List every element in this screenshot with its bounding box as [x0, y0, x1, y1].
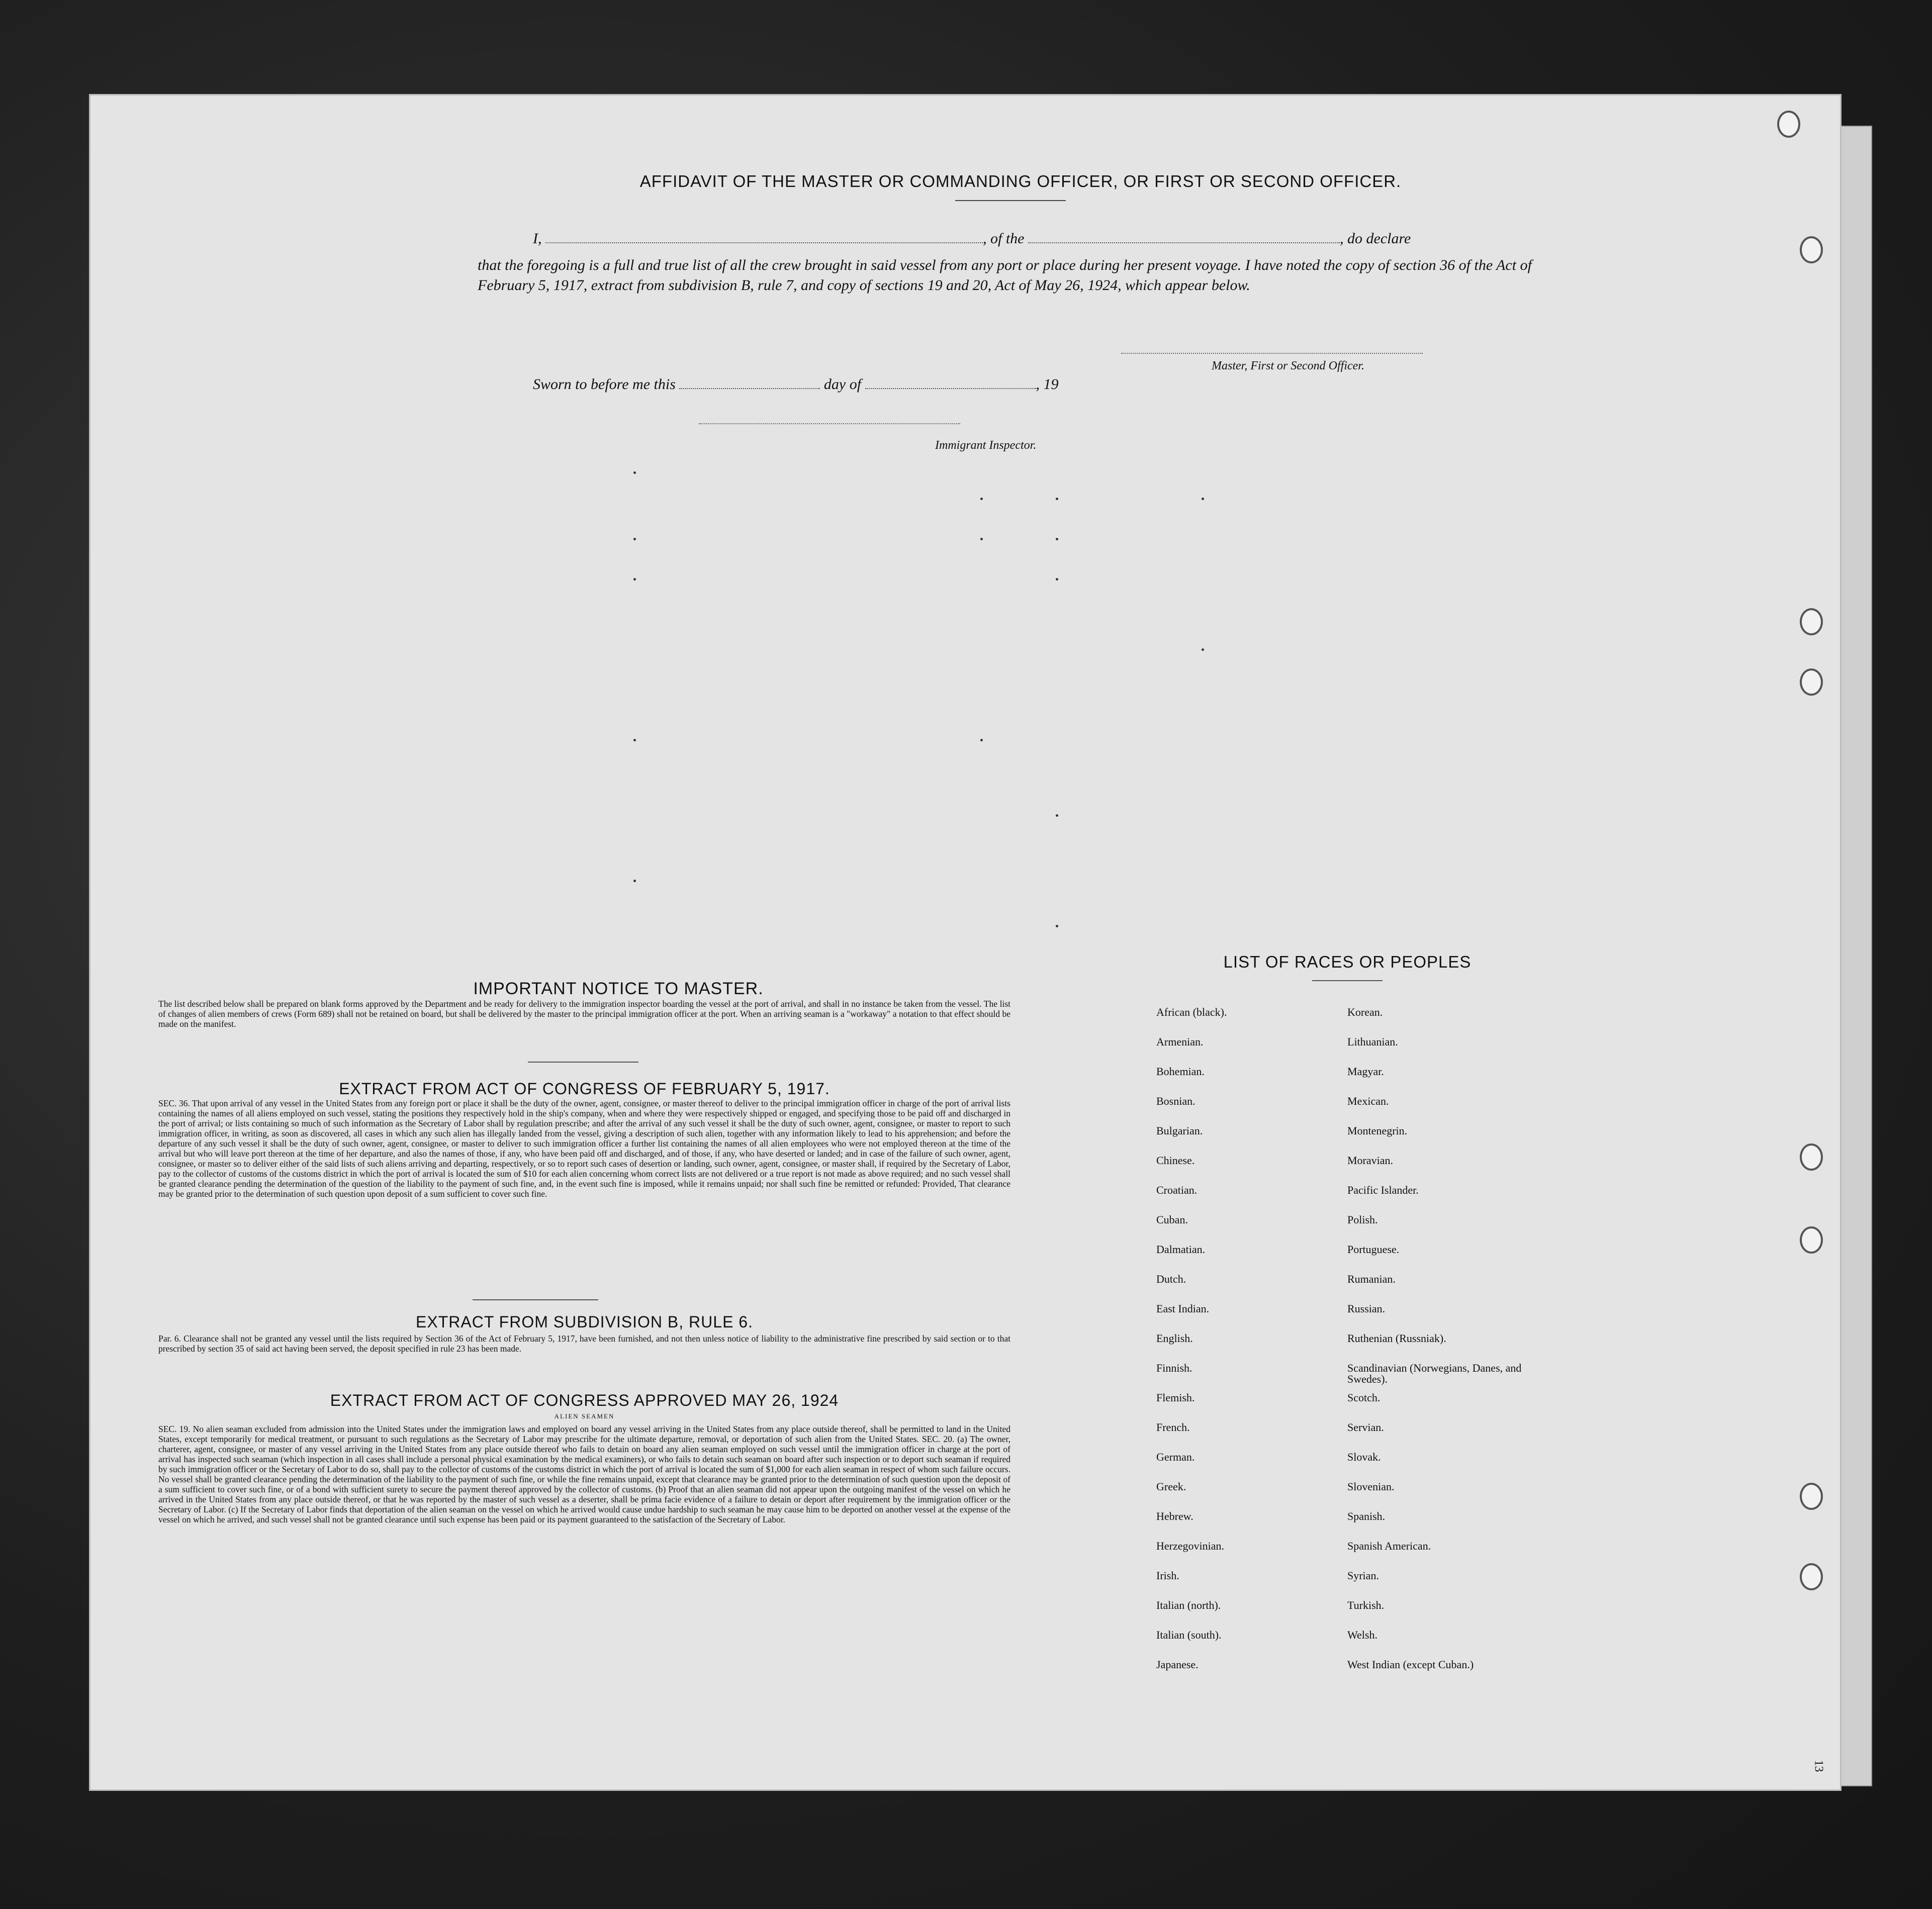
race-item: Scotch.	[1347, 1391, 1381, 1404]
race-item: Slovenian.	[1347, 1480, 1395, 1493]
day-of-label: day of	[823, 376, 862, 393]
race-item: Syrian.	[1347, 1569, 1379, 1582]
bleed-dot	[980, 538, 983, 540]
races-column-a	[1156, 1007, 1367, 1689]
race-item: Portuguese.	[1347, 1243, 1400, 1256]
alien-seamen-subtitle: ALIEN SEAMEN	[554, 1412, 615, 1420]
bleed-dot	[1056, 578, 1058, 581]
bleed-dot	[1056, 538, 1058, 540]
bleed-dot	[633, 471, 636, 474]
inspector-label: Immigrant Inspector.	[935, 439, 1037, 452]
punch-hole-icon	[1800, 608, 1823, 635]
signature-label: Master, First or Second Officer.	[1212, 359, 1364, 372]
race-item: East Indian.	[1156, 1302, 1210, 1315]
race-item: Magyar.	[1347, 1065, 1384, 1078]
bleed-dot	[1056, 925, 1058, 927]
race-item: West Indian (except Cuban.)	[1347, 1658, 1474, 1671]
bleed-dot	[980, 498, 983, 500]
race-item: Greek.	[1156, 1480, 1186, 1493]
signature-field[interactable]	[1121, 353, 1423, 354]
race-item: Mexican.	[1347, 1095, 1389, 1107]
race-item: Spanish.	[1347, 1510, 1386, 1522]
race-item: Slovak.	[1347, 1451, 1381, 1463]
race-item: Finnish.	[1156, 1362, 1192, 1374]
bleed-dot	[633, 578, 636, 581]
officer-name-field[interactable]	[545, 230, 983, 243]
affidavit-title: AFFIDAVIT OF THE MASTER OR COMMANDING OFFICER, OR FIRST OR SECOND OFFICER.	[639, 172, 1402, 190]
race-item: Italian (south).	[1156, 1629, 1222, 1641]
punch-hole-icon	[1800, 1563, 1823, 1590]
punch-hole-icon	[1777, 111, 1800, 138]
race-item: Chinese.	[1156, 1154, 1195, 1167]
declaration-line	[533, 230, 1528, 247]
race-item: Armenian.	[1156, 1035, 1204, 1048]
race-item: Servian.	[1347, 1421, 1384, 1434]
race-item: Italian (north).	[1156, 1599, 1221, 1611]
inspector-signature-field[interactable]	[699, 423, 960, 424]
day-field[interactable]	[679, 376, 820, 389]
year-prefix: , 19	[1036, 376, 1059, 393]
document-page	[90, 96, 1840, 1789]
races-title: LIST OF RACES OR PEOPLES	[1223, 952, 1471, 971]
race-item: Spanish American.	[1347, 1540, 1431, 1552]
race-item: Korean.	[1347, 1006, 1383, 1018]
vessel-name-field[interactable]	[1028, 230, 1340, 243]
race-item: Welsh.	[1347, 1629, 1377, 1641]
punch-hole-icon	[1800, 669, 1823, 696]
race-item: Bohemian.	[1156, 1065, 1205, 1078]
title-rule	[955, 200, 1066, 201]
of-the-label: , of the	[983, 230, 1025, 247]
race-item: Flemish.	[1156, 1391, 1195, 1404]
bleed-dot	[1056, 814, 1058, 817]
affidavit-body: that the foregoing is a full and true list of all the crew brought in said vessel from any port or place during her present voyage. I have noted the copy of section 36 of the Act of February 5, 1917, extract from subdivision B, rule 7, and copy of sections 19 and 20, Act of May 26, 1924, which appear below.	[478, 257, 1532, 294]
bleed-dot	[633, 538, 636, 540]
race-item: Russian.	[1347, 1302, 1386, 1315]
punch-hole-icon	[1800, 236, 1823, 263]
race-item: Herzegovinian.	[1156, 1540, 1224, 1552]
race-item: Croatian.	[1156, 1184, 1198, 1196]
race-item: Scandinavian (Norwegians, Danes, and Swedes).	[1347, 1362, 1522, 1385]
race-item: Pacific Islander.	[1347, 1184, 1419, 1196]
bleed-dot	[633, 880, 636, 882]
section-36-text: SEC. 36. That upon arrival of any vessel in the United States from any foreign port or place it shall be the duty of the owner, agent, consignee, or master thereof to deliver to the principal immigration officer in charge of the port of arrival lists containing the names of all aliens employed on such vessel, stating the positions they respectively hold in the ship's company, when and where they were respectively shipped or engaged, and specifying those to be paid off and discharged in the port of arrival; or lists containing so much of such information as the Secretary of Labor shall by regulation prescribe; and after the arrival of any such vessel it shall be the duty of such owner, agent, consignee, or master to report to such immigration officer, in writing, as soon as discovered, all cases in which any such alien has illegally landed from the vessel, giving a description of such alien, together with any information likely to lead to his apprehension; and before the departure of any such vessel it shall be the duty of such owner, agent, consignee, or master to deliver to such immigration officer a further list containing the names of all alien employees who were not employed thereon at the time of the arrival but who will leave port thereon at the time of her departure, and also the names of those, if any, who have been paid off and discharged, and of those, if any, who have deserted or landed; and in case of the failure of such owner, agent, consignee, or master so to deliver either of the said lists of such aliens arriving and departing, respectively, or so to report such cases of desertion or landing, such owner, agent, consignee, or master shall, if required by the Secretary of Labor, pay to the collector of customs of the customs district in which the port of arrival is located the sum of $10 for each alien concerning whom correct lists are not delivered or a true report is not made as above required; and no such vessel shall be granted clearance pending the determination of the question of the liability to the payment of such fine, and, in the event such fine is imposed, while it remains unpaid; nor shall such fine be remitted or refunded: Provided, That clearance may be granted prior to the determination of such question upon deposit of a sum sufficient to cover such fine.	[158, 1098, 1010, 1199]
race-item: Turkish.	[1347, 1599, 1385, 1611]
extract-1917-title: EXTRACT FROM ACT OF CONGRESS OF FEBRUARY 5, 1917.	[339, 1080, 830, 1098]
race-item: Ruthenian (Russniak).	[1347, 1332, 1446, 1345]
bleed-dot	[1056, 498, 1058, 500]
notice-title: IMPORTANT NOTICE TO MASTER.	[473, 979, 764, 998]
notice-text: The list described below shall be prepared on blank forms approved by the Department and be ready for delivery to the immigration inspector boarding the vessel at the port of arrival, and shall in no instance be taken from the vessel. The list of changes of alien members of crews (Form 689) shall not be retained on board, but shall be delivered by the master to the principal immigration officer at the port. When an arriving seaman is a "workaway" a notation to that effect should be made on the manifest.	[158, 999, 1010, 1029]
race-item: Dutch.	[1156, 1273, 1186, 1285]
sections-19-20-text: SEC. 19. No alien seaman excluded from admission into the United States under the immigration laws and employed on board any vessel arriving in the United States from any place outside thereof, shall be permitted to land in the United States, except temporarily for medical treatment, or pursuant to such regulations as the Secretary of Labor may prescribe for the ultimate departure, removal, or deportation of such alien from the United States. SEC. 20. (a) The owner, charterer, agent, consignee, or master of any vessel arriving in the United States from any place outside thereof who fails to detain on board any alien seaman employed on such vessel until the immigration officer in charge at the port of arrival has inspected such seaman (which inspection in all cases shall include a personal physical examination by the medical examiners), or who fails to detain such seaman on board after such inspection or to deport such seaman if required by such immigration officer or the Secretary of Labor to do so, shall pay to the collector of customs of the customs district in which the port of arrival is located the sum of $1,000 for each alien seaman in respect of whom such failure occurs. No vessel shall be granted clearance pending the determination of the liability to the payment of such fine, or while the fine remains unpaid, except that clearance may be granted prior to the determination of such question upon the deposit of a sum sufficient to cover such fine, or of a bond with sufficient surety to secure the payment thereof approved by the collector of customs. (b) Proof that an alien seaman did not appear upon the outgoing manifest of the vessel on which he arrived in the United States from any place outside thereof, or that he was reported by the master of such vessel as a deserter, shall be prima facie evidence of a failure to detain or deport after requirement by the immigration officer or the Secretary of Labor. (c) If the Secretary of Labor finds that deportation of the alien seaman on the vessel on which he arrived would cause undue hardship to such seaman he may cause him to be deported on another vessel at the expense of the vessel on which he arrived, and such vessel shall not be granted clearance until such expense has been paid or its payment guaranteed to the satisfaction of the Secretary of Labor.	[158, 1424, 1010, 1524]
month-field[interactable]	[865, 376, 1036, 389]
race-item: Rumanian.	[1347, 1273, 1396, 1285]
race-item: Montenegrin.	[1347, 1124, 1408, 1137]
race-item: Lithuanian.	[1347, 1035, 1398, 1048]
punch-hole-icon	[1800, 1483, 1823, 1510]
race-item: Bosnian.	[1156, 1095, 1195, 1107]
race-item: Polish.	[1347, 1213, 1378, 1226]
race-item: French.	[1156, 1421, 1190, 1434]
race-item: German.	[1156, 1451, 1195, 1463]
i-label: I,	[533, 230, 542, 247]
sworn-line	[533, 376, 1237, 393]
section-divider	[528, 1062, 638, 1063]
races-column-b	[1347, 1007, 1558, 1689]
race-item: English.	[1156, 1332, 1193, 1345]
paragraph-6-text: Par. 6. Clearance shall not be granted any vessel until the lists required by Section 36 of the Act of February 5, 1917, have been furnished, and not then unless notice of liability to the administrative fine prescribed by said section or to that prescribed by section 35 of said act having been served, the deposit specified in rule 23 has been made.	[158, 1333, 1010, 1354]
race-item: Hebrew.	[1156, 1510, 1193, 1522]
page-number: 13	[1812, 1760, 1825, 1772]
race-item: Dalmatian.	[1156, 1243, 1206, 1256]
race-item: African (black).	[1156, 1006, 1227, 1018]
bleed-dot	[1202, 648, 1204, 651]
extract-1924-title: EXTRACT FROM ACT OF CONGRESS APPROVED MAY 26, 1924	[330, 1391, 839, 1409]
race-item: Irish.	[1156, 1569, 1179, 1582]
punch-hole-icon	[1800, 1226, 1823, 1254]
race-item: Japanese.	[1156, 1658, 1199, 1671]
race-item: Cuban.	[1156, 1213, 1188, 1226]
punch-hole-icon	[1800, 1143, 1823, 1171]
do-declare-label: , do declare	[1340, 230, 1411, 247]
subdivision-title: EXTRACT FROM SUBDIVISION B, RULE 6.	[416, 1313, 753, 1331]
title-rule	[1312, 980, 1383, 981]
section-divider	[473, 1299, 598, 1300]
sworn-prefix: Sworn to before me this	[533, 376, 676, 393]
bleed-dot	[980, 739, 983, 741]
bleed-dot	[633, 739, 636, 741]
race-item: Bulgarian.	[1156, 1124, 1203, 1137]
race-item: Moravian.	[1347, 1154, 1394, 1167]
bleed-dot	[1202, 498, 1204, 500]
